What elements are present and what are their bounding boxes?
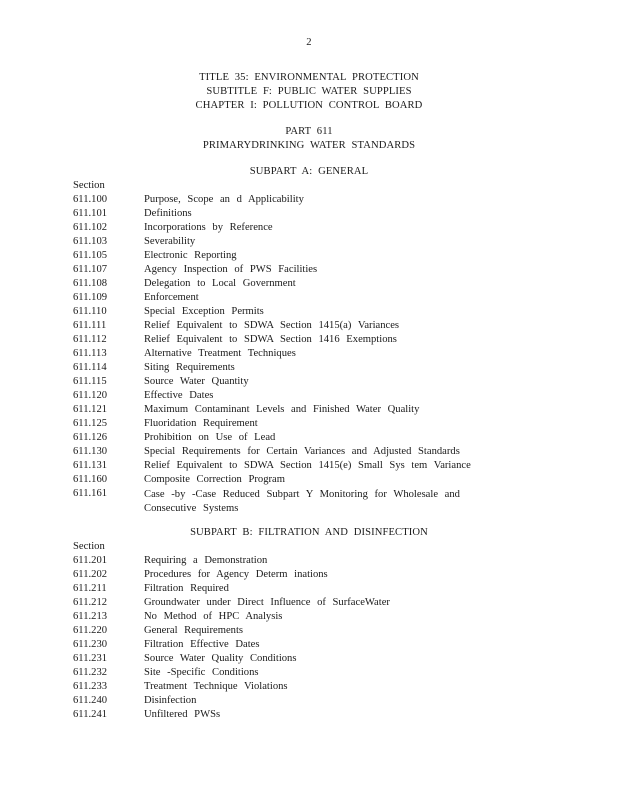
section-title: Requiring a Demonstration [144, 555, 268, 566]
subpart-a-heading: SUBPART A: GENERAL [249, 166, 369, 177]
section-number: 611.126 [73, 432, 108, 443]
section-number: 611.213 [73, 611, 108, 622]
section-number: 611.232 [73, 667, 108, 678]
section-number: 611.101 [73, 208, 108, 219]
section-number: 611.125 [73, 418, 108, 429]
section-title: Agency Inspection of PWS Facilities [144, 264, 318, 275]
section-number: 611.233 [73, 681, 108, 692]
part-line: PART 611 [285, 126, 333, 137]
section-number: 611.160 [73, 474, 108, 485]
section-title: Prohibition on Use of Lead [144, 432, 276, 443]
section-title: Siting Requirements [144, 362, 235, 373]
section-number: 611.110 [73, 306, 107, 317]
subtitle-line: SUBTITLE F: PUBLIC WATER SUPPLIES [206, 86, 412, 97]
section-title: Groundwater under Direct Influence of SurfaceWater [144, 597, 390, 608]
section-title: Treatment Technique Violations [144, 681, 288, 692]
section-title: Procedures for Agency Determ inations [144, 569, 328, 580]
section-title: Severability [144, 236, 196, 247]
section-title: Source Water Quantity [144, 376, 249, 387]
section-number: 611.212 [73, 597, 108, 608]
section-number: 611.107 [73, 264, 108, 275]
section-number: 611.202 [73, 569, 108, 580]
section-title: Relief Equivalent to SDWA Section 1415(a) Variances [144, 320, 400, 331]
section-number: 611.112 [73, 334, 107, 345]
section-title: Disinfection [144, 695, 197, 706]
section-number: 611.105 [73, 250, 108, 261]
section-number: 611.115 [73, 376, 107, 387]
section-number: 611.211 [73, 583, 107, 594]
section-title: Composite Correction Program [144, 474, 285, 485]
part-title-line: PRIMARYDRINKING WATER STANDARDS [202, 140, 416, 151]
section-number: 611.130 [73, 446, 108, 457]
section-title: Case -by -Case Reduced Subpart Y Monitoring for Wholesale and Consecutive Systems [144, 489, 460, 514]
section-title: Alternative Treatment Techniques [144, 348, 296, 359]
section-title: Electronic Reporting [144, 250, 237, 261]
section-title: Unfiltered PWSs [144, 709, 221, 720]
section-number: 611.231 [73, 653, 108, 664]
subpart-b-heading: SUBPART B: FILTRATION AND DISINFECTION [190, 527, 428, 538]
section-title: No Method of HPC Analysis [144, 611, 283, 622]
section-title: Definitions [144, 208, 192, 219]
section-number: 611.201 [73, 555, 108, 566]
section-title: Maximum Contaminant Levels and Finished Water Quality [144, 404, 420, 415]
section-number: 611.240 [73, 695, 108, 706]
section-title: Incorporations by Reference [144, 222, 273, 233]
section-title: Enforcement [144, 292, 199, 303]
section-title: Effective Dates [144, 390, 214, 401]
section-title: Filtration Effective Dates [144, 639, 260, 650]
section-number: 611.111 [73, 320, 107, 331]
page-number: 2 [306, 37, 312, 48]
section-number: 611.131 [73, 460, 108, 471]
section-title: Fluoridation Requirement [144, 418, 258, 429]
section-title: Filtration Required [144, 583, 229, 594]
section-number: 611.220 [73, 625, 108, 636]
title-line: TITLE 35: ENVIRONMENTAL PROTECTION [199, 72, 419, 83]
section-number: 611.114 [73, 362, 107, 373]
section-title: Purpose, Scope an d Applicability [144, 194, 304, 205]
section-title: Delegation to Local Government [144, 278, 296, 289]
section-number: 611.103 [73, 236, 108, 247]
section-number: 611.241 [73, 709, 108, 720]
section-title: Source Water Quality Conditions [144, 653, 297, 664]
section-number: 611.120 [73, 390, 108, 401]
section-number: 611.121 [73, 404, 108, 415]
section-number: 611.161 [73, 488, 108, 499]
section-title: Relief Equivalent to SDWA Section 1416 Exemptions [144, 334, 397, 345]
section-number: 611.113 [73, 348, 107, 359]
subpart-b-section-label: Section [73, 541, 105, 552]
section-number: 611.109 [73, 292, 108, 303]
section-title: Special Requirements for Certain Variances and Adjusted Standards [144, 446, 460, 457]
section-title: Relief Equivalent to SDWA Section 1415(e) Small Sys tem Variance [144, 460, 471, 471]
section-title: Site -Specific Conditions [144, 667, 259, 678]
section-title: General Requirements [144, 625, 244, 636]
chapter-line: CHAPTER I: POLLUTION CONTROL BOARD [195, 100, 423, 111]
section-title: Special Exception Permits [144, 306, 264, 317]
section-number: 611.100 [73, 194, 108, 205]
section-number: 611.108 [73, 278, 108, 289]
section-number: 611.230 [73, 639, 108, 650]
subpart-a-section-label: Section [73, 180, 105, 191]
section-number: 611.102 [73, 222, 108, 233]
